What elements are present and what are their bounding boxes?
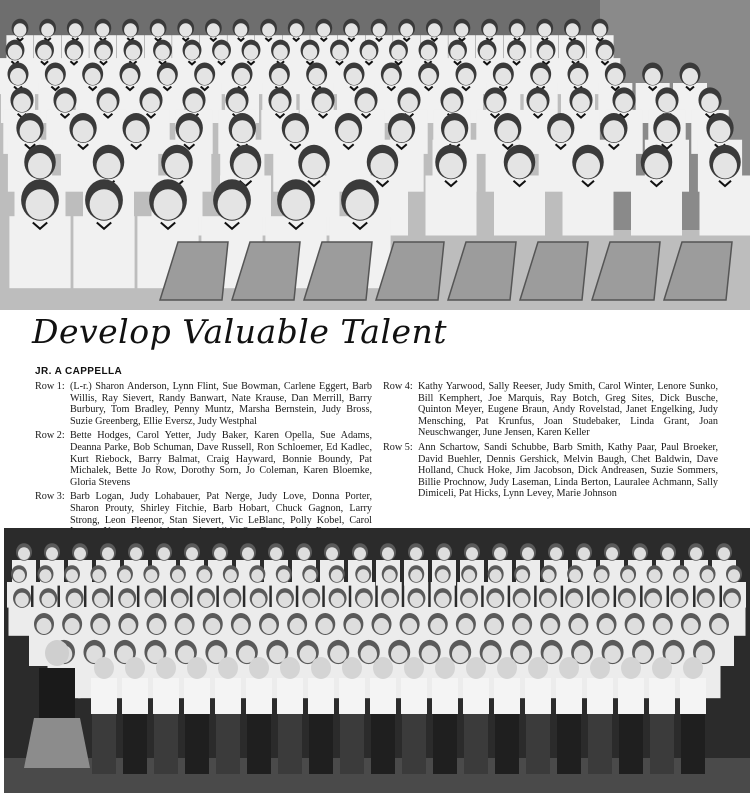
row-names: Kathy Yarwood, Sally Reeser, Judy Smith, Carol Winter, Lenore Sunko, Bill Kemphert, Joe Marquis, Ray Botch, Greg Sites, Dick Busche, Quinton Meyer, Eugene Braun, Andy Rovelstad, Janet Engelking, Judy Mensching, Pat Krunfus, Joan Studebaker, Linda Grant, Joan Neuschwanger, June Jensen, Karen Keller [418, 381, 718, 439]
group-title: JR. A CAPPELLA [35, 366, 123, 377]
row-caption-2 [35, 430, 372, 488]
row-names: Bette Hodges, Carol Yetter, Judy Baker, Karen Opella, Sue Adams, Deanna Parke, Bob Schuman, Dave Russell, Ron Schloemer, Ed Kadlec, Kurt Riebock, Barry Balmat, Craig Hayward, Bonnie Boundy, Pat Michalek, Bette Jo Row, Dorothy Sorn, Jo Coleman, Karen Bloemke, Gloria Stevens [70, 430, 372, 488]
caption-column-left [35, 381, 372, 541]
choir-group-photo-icon [4, 528, 750, 793]
row-label: Row 1: [35, 381, 65, 392]
row-caption-5 [383, 442, 718, 500]
row-label: Row 3: [35, 491, 65, 503]
page-headline: Develop Valuable Talent [32, 312, 448, 351]
row-caption-1 [35, 381, 372, 427]
row-names: (L-r.) Sharon Anderson, Lynn Flint, Sue Bowman, Carlene Eggert, Barb Willis, Ray Sievert, Randy Banwart, Nate Krause, Dan Merrill, Barry Burbury, Tom Bradley, Penny Muntz, Marsha Bernstein, Judy Bross, Suzie Greenberg, Ellie Eversz, Judy Westphal [70, 381, 372, 427]
row-names: Ann Schartow, Sandi Schubbe, Barb Smith, Kathy Paar, Paul Broeker, David Buehler, Dennis Gershick, Melvin Baugh, Chet Baldwin, Dave Holland, Chuck Hoke, Jim Jacobson, Dick Andreasen, Suzie Sommers, Billie Prochnow, Judy Laseman, Linda Berton, Lauralee Achmann, Sally Dimiceli, Pat Hicks, Lynn Levey, Marie Johnson [418, 441, 718, 500]
row-label: Row 4: [383, 381, 413, 392]
choir-group-photo-icon [0, 0, 750, 310]
caption-column-right [383, 381, 718, 503]
row-label: Row 5: [383, 441, 413, 453]
row-caption-4 [383, 381, 718, 439]
bottom-choir-photo [4, 528, 750, 793]
row-label: Row 2: [35, 430, 65, 442]
top-choir-photo [0, 0, 750, 310]
row-names: Barb Logan, Judy Lohabauer, Pat Nerge, Judy Love, Donna Porter, Sharon Prouty, Shirley Fitchie, Barb Hobart, Chuck Gagnon, Larry Strong, Leon Fleenor, Stan Sievert, Vic LeBlanc, Polly Kobel, Carol [70, 491, 372, 526]
